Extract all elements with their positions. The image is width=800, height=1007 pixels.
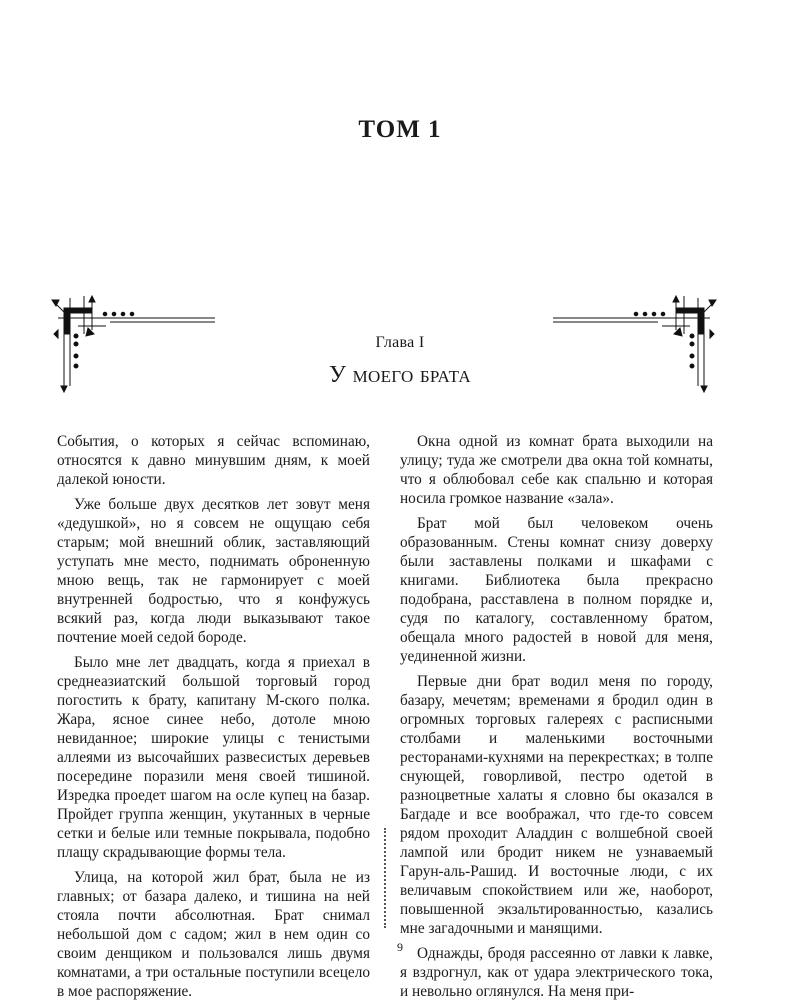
page-number: 9: [397, 940, 403, 954]
ornament-bar: [64, 308, 92, 313]
paragraph: Окна одной из комнат брата выходили на улицу; туда же смотрели два окна той комнаты, что я облюбовал себе как спальню и которая носила громкое название «зала».: [400, 433, 713, 507]
chapter-title: У моего брата: [329, 362, 471, 388]
paragraph: Однажды, бродя рассеянно от лавки к лавке, я вздрогнул, как от удара электрического тока, и невольно оглянулся. На меня при-: [400, 945, 713, 1000]
text-column-left: [57, 432, 370, 1007]
column-divider: [384, 828, 386, 928]
ornament-bar: [676, 308, 704, 313]
volume-title: ТОМ 1: [358, 116, 442, 143]
paragraph: Первые дни брат водил меня по городу, базару, мечетям; временами я бродил один в огромных торговых галереях с расписными столбами и маленькими восточными ресторанами-кухнями на перекрестках; в толпе снующей, говорливой, пестро одетой в разноцветные халаты я словно бы оказался в Багдаде и все воображал, что где-то совсем рядом проходит Аладдин с волшебной своей лампой или бродит никем не узнаваемый Гарун-аль-Рашид. И восточные люди, с их величавым спокойствием или же, наоборот, повышенной экзальтированностью, казались мне загадочными и манящими.: [400, 673, 713, 937]
paragraph: Улица, на которой жил брат, была не из главных; от базара далеко, и тишина на ней стояла почти абсолютная. Брат снимал небольшой дом с садом; жил в нем один со своим денщиком и пользовался лишь двумя комнатами, а три остальные поступили всецело в мое распоряжение.: [57, 869, 370, 1000]
paragraph: Брат мой был человеком очень образованным. Стены комнат снизу доверху были заставлены полками и шкафами с книгами. Библиотека была прекрасно подобрана, расставлена в полном порядке и, судя по каталогу, составленному братом, обещала много радостей в новой для меня, уединенной жизни.: [400, 515, 713, 665]
paragraph: События, о которых я сейчас вспоминаю, относятся к давно минувшим дням, к моей далекой юности.: [57, 433, 370, 488]
paragraph: Уже больше двух десятков лет зовут меня «дедушкой», но я совсем не ощущаю себя старым; мой внешний облик, заставляющий уступать мне место, поднимать оброненную мною вещь, так не гармонирует с моей внутренней бодростью, что я конфужусь всякий раз, когда люди выказывают такое почтение моей седой бороде.: [57, 496, 370, 646]
paragraph: Было мне лет двадцать, когда я приехал в среднеазиатский большой торговый город погостить к брату, капитану М-ского полка. Жара, ясное синее небо, дотоле мною невиданное; широкие улицы с тенистыми аллеями из высочайших развесистых деревьев посередине поразили меня своей тишиной. Изредка проедет шагом на осле купец на базар. Пройдет группа женщин, укутанных в черные сетки и белые или темные покрывала, подобно плащу скрадывающие формы тела.: [57, 654, 370, 861]
text-column-right: [400, 432, 713, 1007]
chapter-label: Глава I: [375, 334, 425, 351]
